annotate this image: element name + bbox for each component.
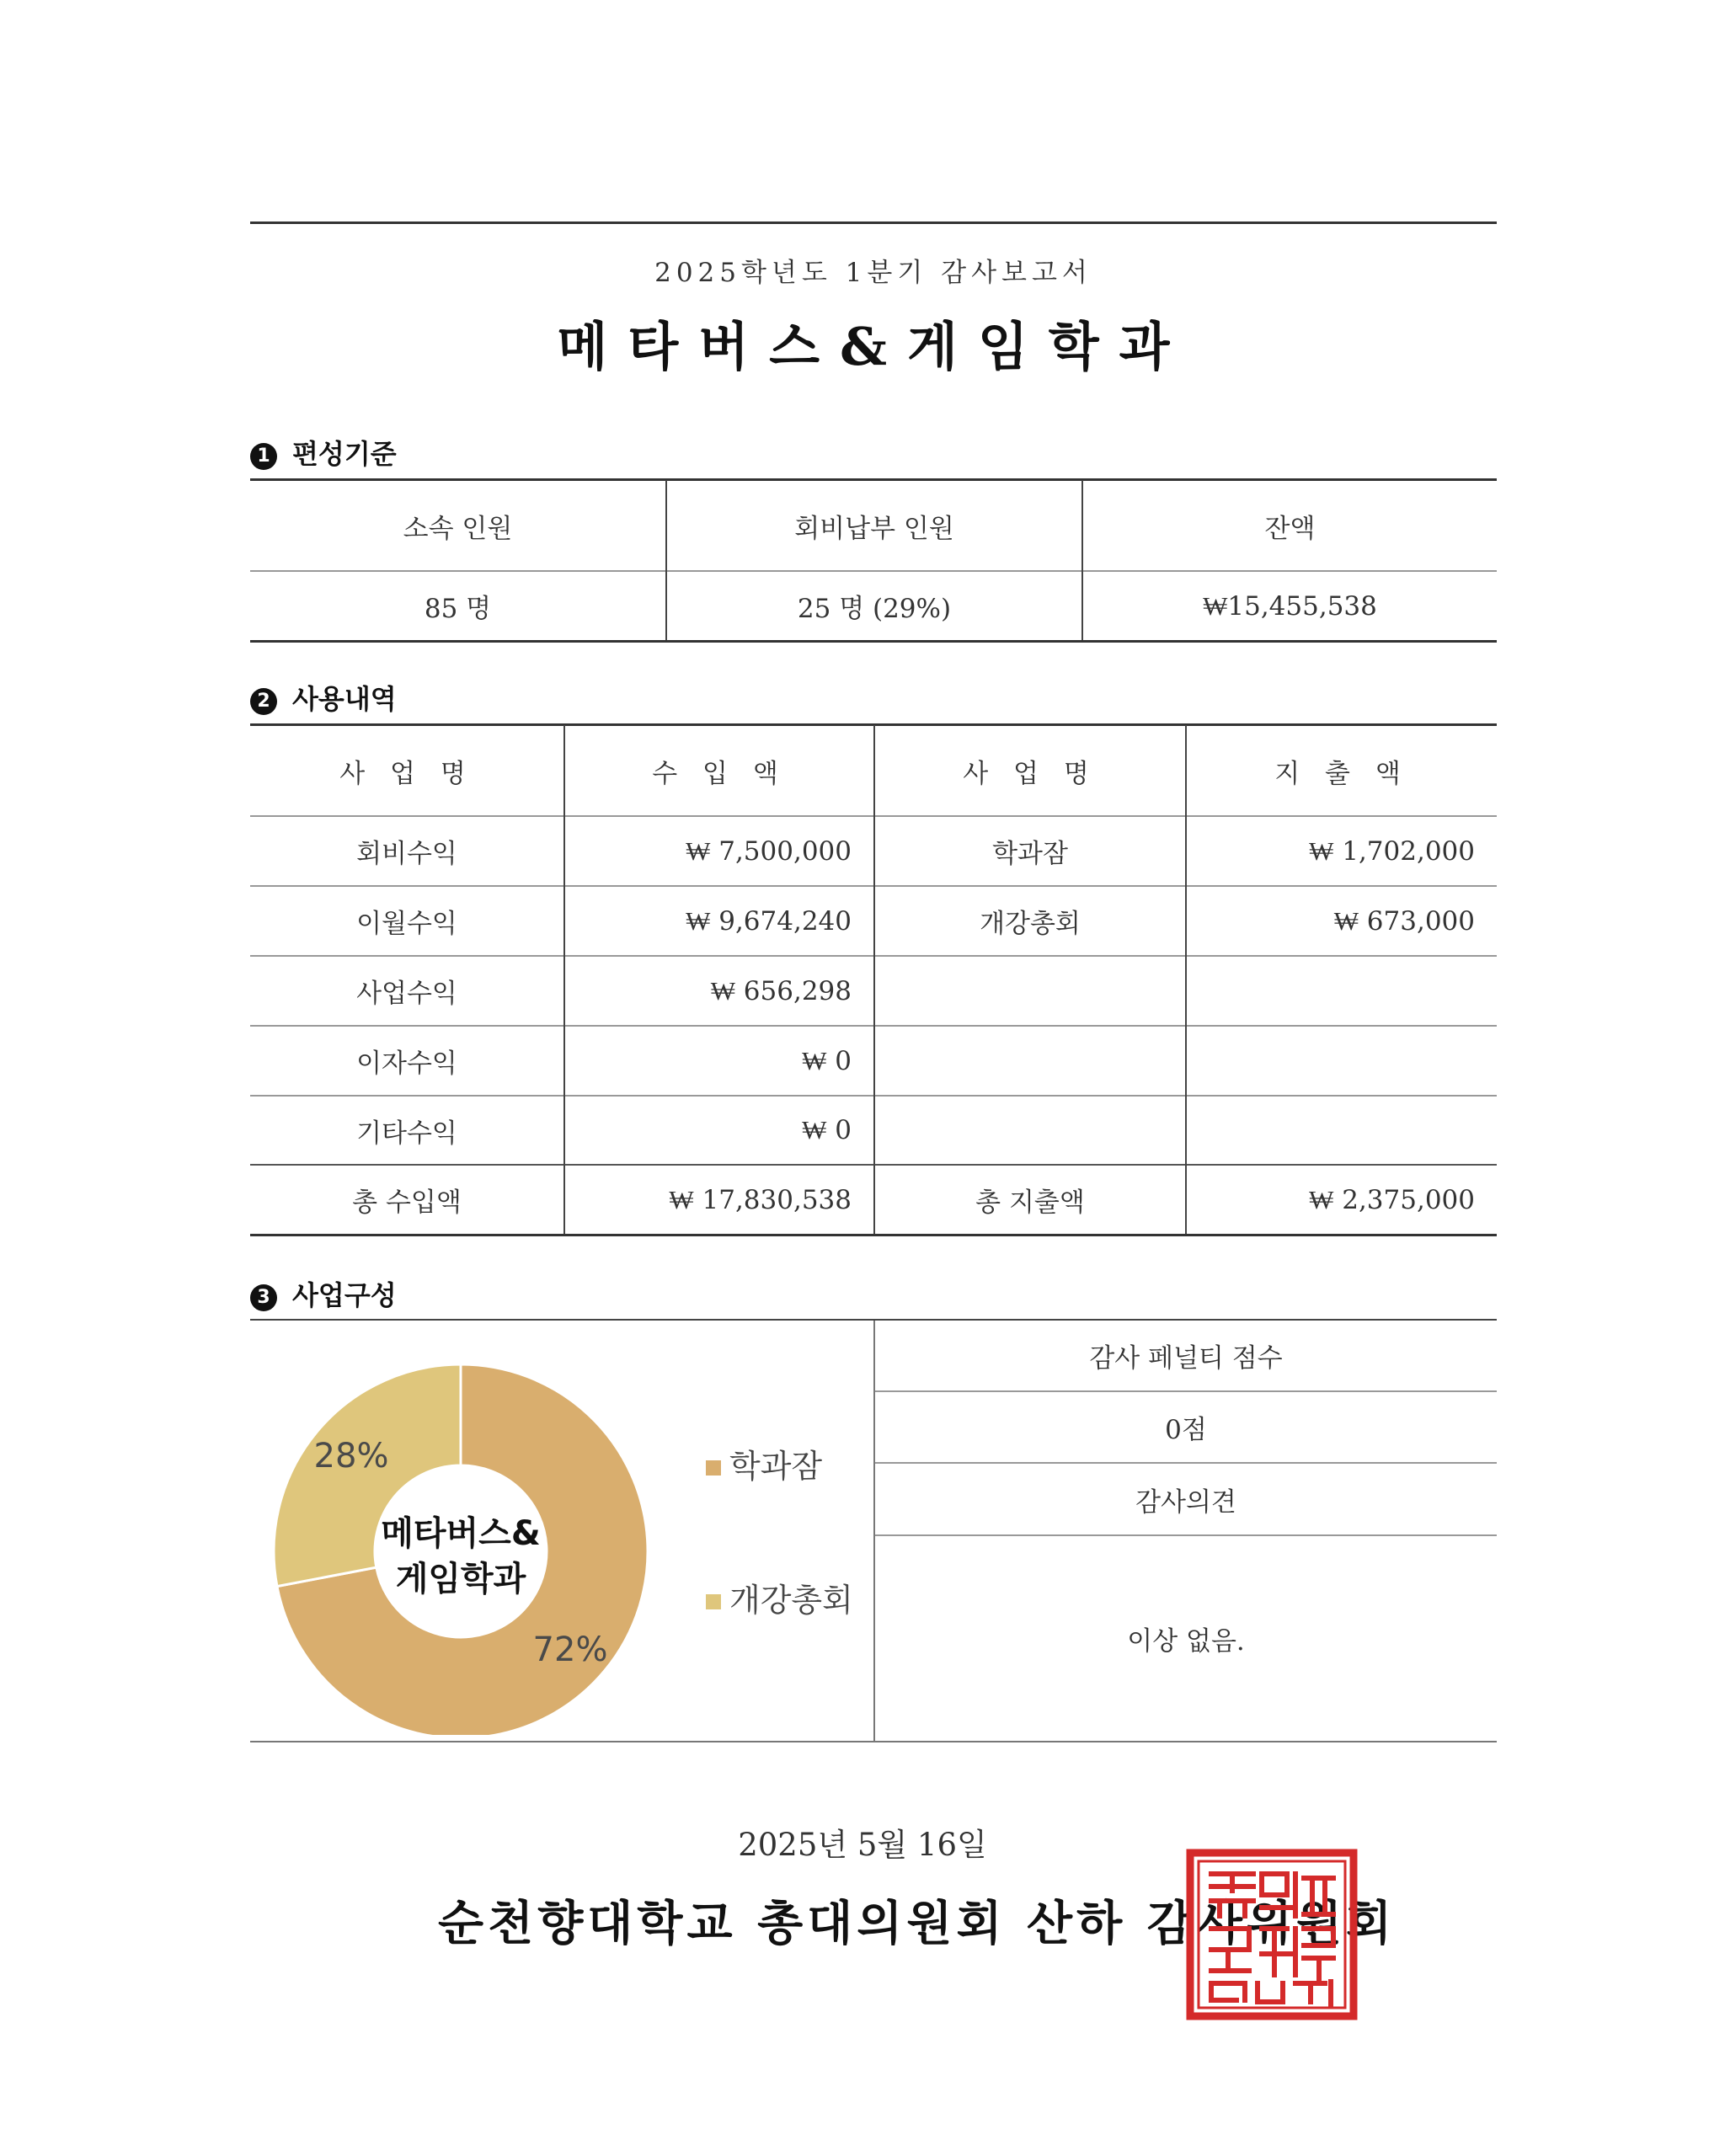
table-row-income-item: 사업수익 bbox=[356, 979, 457, 1009]
table-row-expense-item: 학과잠 bbox=[992, 839, 1068, 869]
chart-legend bbox=[706, 1448, 853, 1619]
report-subtitle: 2025학년도 1분기 감사보고서 bbox=[654, 258, 1092, 288]
section-3-title: 사업구성 bbox=[292, 1279, 397, 1311]
table-row-income-amount: ₩ 0 bbox=[802, 1115, 852, 1145]
donut-center-text: 메타버스& bbox=[381, 1514, 541, 1553]
table-row-expense-item: 개강총회 bbox=[980, 909, 1081, 939]
official-seal bbox=[1186, 1849, 1358, 2020]
table2-header-expense-amount: 지 출 액 bbox=[1274, 758, 1409, 789]
report-date: 2025년 5월 16일 bbox=[738, 1827, 987, 1863]
table-row-income-amount: ₩ 9,674,240 bbox=[686, 905, 852, 937]
opinion-label: 감사의견 bbox=[1135, 1486, 1236, 1518]
table2-bottom-rule bbox=[250, 1234, 1497, 1236]
table2-header-expense-item: 사 업 명 bbox=[963, 758, 1097, 789]
donut-value-label: 72% bbox=[532, 1630, 608, 1669]
table2-header-income-item: 사 업 명 bbox=[339, 758, 474, 789]
table-row-income-amount: ₩ 0 bbox=[802, 1045, 852, 1076]
table1-value-balance: ₩15,455,538 bbox=[1203, 590, 1377, 622]
total-income-label: 총 수입액 bbox=[352, 1187, 462, 1218]
penalty-label: 감사 페널티 점수 bbox=[1089, 1343, 1283, 1374]
table-row-income-amount: ₩ 656,298 bbox=[710, 975, 852, 1006]
section-1-heading bbox=[250, 433, 397, 472]
legend-swatch bbox=[706, 1460, 721, 1476]
section-3-heading bbox=[250, 1274, 397, 1313]
table-row-income-item: 회비수익 bbox=[356, 839, 457, 869]
table-row-income-amount: ₩ 7,500,000 bbox=[686, 835, 852, 867]
total-income-amount: ₩ 17,830,538 bbox=[669, 1184, 852, 1215]
donut-value-label: 28% bbox=[313, 1437, 389, 1476]
legend-label: 학과잠 bbox=[729, 1448, 823, 1485]
penalty-value: 0점 bbox=[1165, 1415, 1207, 1445]
legend-label: 개강총회 bbox=[729, 1582, 853, 1619]
table2-header-income-amount: 수 입 액 bbox=[652, 758, 787, 789]
table1-header-members: 소속 인원 bbox=[403, 513, 513, 544]
table-row-income-item: 이월수익 bbox=[356, 909, 457, 939]
table1-value-members: 85 명 bbox=[424, 594, 492, 624]
section-1-title: 편성기준 bbox=[292, 438, 397, 470]
section-2-heading bbox=[250, 678, 397, 717]
table-row-expense-amount: ₩ 1,702,000 bbox=[1309, 835, 1475, 867]
table-row-income-item: 기타수익 bbox=[356, 1118, 457, 1149]
department-title: 메타버스&게임학과 bbox=[557, 316, 1190, 377]
donut-center-label bbox=[381, 1514, 540, 1598]
table1-header-paid: 회비납부 인원 bbox=[794, 513, 954, 544]
top-rule bbox=[250, 221, 1497, 224]
donut-center-text: 게임학과 bbox=[395, 1560, 526, 1598]
table-row-expense-amount: ₩ 673,000 bbox=[1333, 905, 1475, 937]
table1-value-paid: 25 명 (29%) bbox=[797, 594, 952, 624]
section-1-number: 1 bbox=[250, 443, 277, 470]
table-row-income-item: 이자수익 bbox=[356, 1049, 457, 1079]
donut-chart bbox=[253, 1331, 868, 1735]
organization-name: 순천향대학교 총대의원회 산하 감사위원회 bbox=[438, 1896, 1397, 1951]
section-2-number: 2 bbox=[250, 688, 277, 715]
opinion-value: 이상 없음. bbox=[1127, 1626, 1245, 1657]
total-expense-amount: ₩ 2,375,000 bbox=[1309, 1184, 1475, 1215]
table1-bottom-rule bbox=[250, 640, 1497, 643]
section-3-number: 3 bbox=[250, 1284, 277, 1311]
table1-header-balance: 잔액 bbox=[1264, 513, 1316, 544]
total-expense-label: 총 지출액 bbox=[975, 1187, 1085, 1218]
legend-swatch bbox=[706, 1594, 721, 1609]
section-2-title: 사용내역 bbox=[292, 683, 397, 715]
